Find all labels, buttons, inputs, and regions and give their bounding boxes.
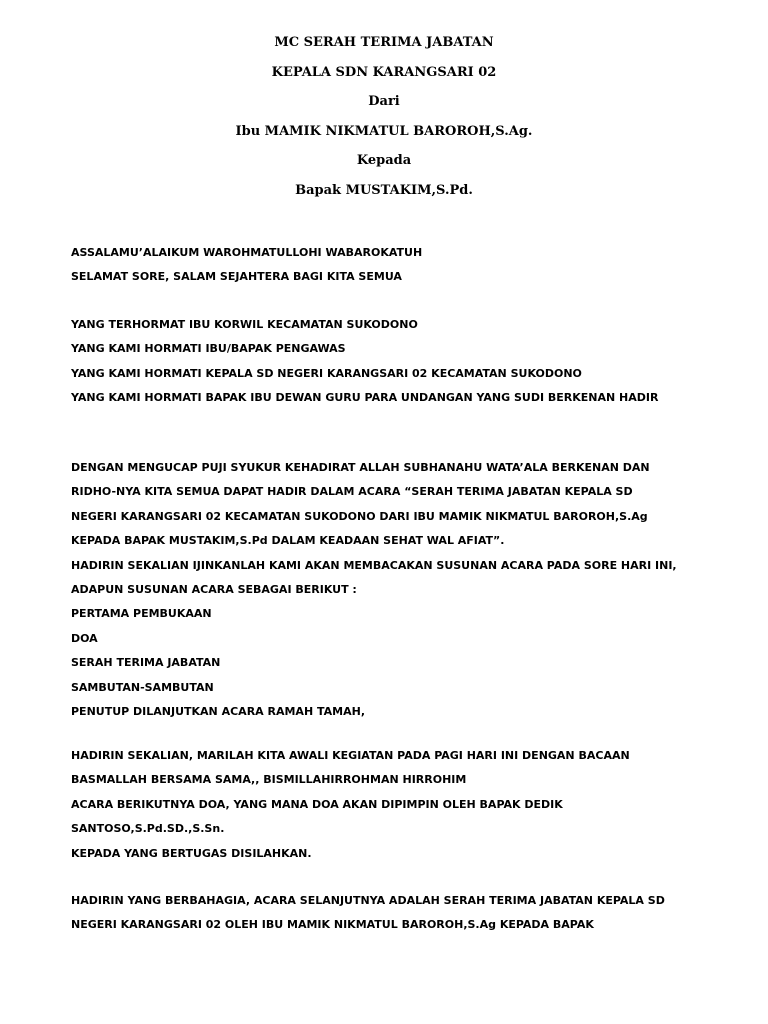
greeting-paragraph [71,241,721,290]
text-line: HADIRIN SEKALIAN, MARILAH KITA AWALI KEGIATAN PADA PAGI HARI INI DENGAN BACAAN [71,749,630,762]
agenda-item: SERAH TERIMA JABATAN [71,656,221,670]
agenda-item: PENUTUP DILANJUTKAN ACARA RAMAH TAMAH, [71,705,365,719]
agenda-item: PERTAMA PEMBUKAAN [71,607,212,621]
text-line: YANG KAMI HORMATI KEPALA SD NEGERI KARANGSARI 02 KECAMATAN SUKODONO [71,366,582,380]
text-line: BASMALLAH BERSAMA SAMA,, BISMILLAHIRROHMAN HIRROHIM [71,773,467,787]
title-line: Dari [368,94,400,109]
text-line: DENGAN MENGUCAP PUJI SYUKUR KEHADIRAT ALLAH SUBHANAHU WATA’ALA BERKENAN DAN [71,461,650,474]
text-line: RIDHO-NYA KITA SEMUA DAPAT HADIR DALAM ACARA “SERAH TERIMA JABATAN KEPALA SD [71,485,633,499]
document-title [0,28,768,205]
title-line: MC SERAH TERIMA JABATAN [274,35,494,50]
honorifics-paragraph [71,313,721,411]
text-line: ACARA BERIKUTNYA DOA, YANG MANA DOA AKAN DIPIMPIN OLEH BAPAK DEDIK [71,797,563,811]
text-line: YANG KAMI HORMATI IBU/BAPAK PENGAWAS [71,342,346,356]
text-line: NEGERI KARANGSARI 02 KECAMATAN SUKODONO DARI IBU MAMIK NIKMATUL BAROROH,S.Ag [71,509,648,523]
handover-paragraph [71,889,721,938]
text-line: ADAPUN SUSUNAN ACARA SEBAGAI BERIKUT : [71,583,357,597]
text-line: KEPADA YANG BERTUGAS DISILAHKAN. [71,846,312,860]
title-line: KEPALA SDN KARANGSARI 02 [271,64,497,80]
text-line: YANG TERHORMAT IBU KORWIL KECAMATAN SUKODONO [71,318,418,331]
text-line: HADIRIN SEKALIAN IJINKANLAH KAMI AKAN MEMBACAKAN SUSUNAN ACARA PADA SORE HARI INI, [71,558,677,572]
agenda-item: SAMBUTAN-SAMBUTAN [71,680,214,694]
title-line: Kepada [356,153,412,168]
title-line: Ibu MAMIK NIKMATUL BAROROH,S.Ag. [235,123,533,139]
text-line: NEGERI KARANGSARI 02 OLEH IBU MAMIK NIKMATUL BAROROH,S.Ag KEPADA BAPAK [71,918,594,932]
text-line: SELAMAT SORE, SALAM SEJAHTERA BAGI KITA SEMUA [71,270,402,284]
title-line: Bapak MUSTAKIM,S.Pd. [295,182,473,198]
text-line: KEPADA BAPAK MUSTAKIM,S.Pd DALAM KEADAAN SEHAT WAL AFIAT”. [71,534,505,548]
text-line: HADIRIN YANG BERBAHAGIA, ACARA SELANJUTNYA ADALAH SERAH TERIMA JABATAN KEPALA SD [71,894,665,907]
agenda-item: DOA [71,631,98,645]
opening-paragraph [71,456,721,724]
text-line: SANTOSO,S.Pd.SD.,S.Sn. [71,822,225,836]
text-line: YANG KAMI HORMATI BAPAK IBU DEWAN GURU PARA UNDANGAN YANG SUDI BERKENAN HADIR [71,391,659,405]
prayer-paragraph [71,744,721,866]
text-line: ASSALAMU’ALAIKUM WAROHMATULLOHI WABAROKATUH [71,246,423,259]
